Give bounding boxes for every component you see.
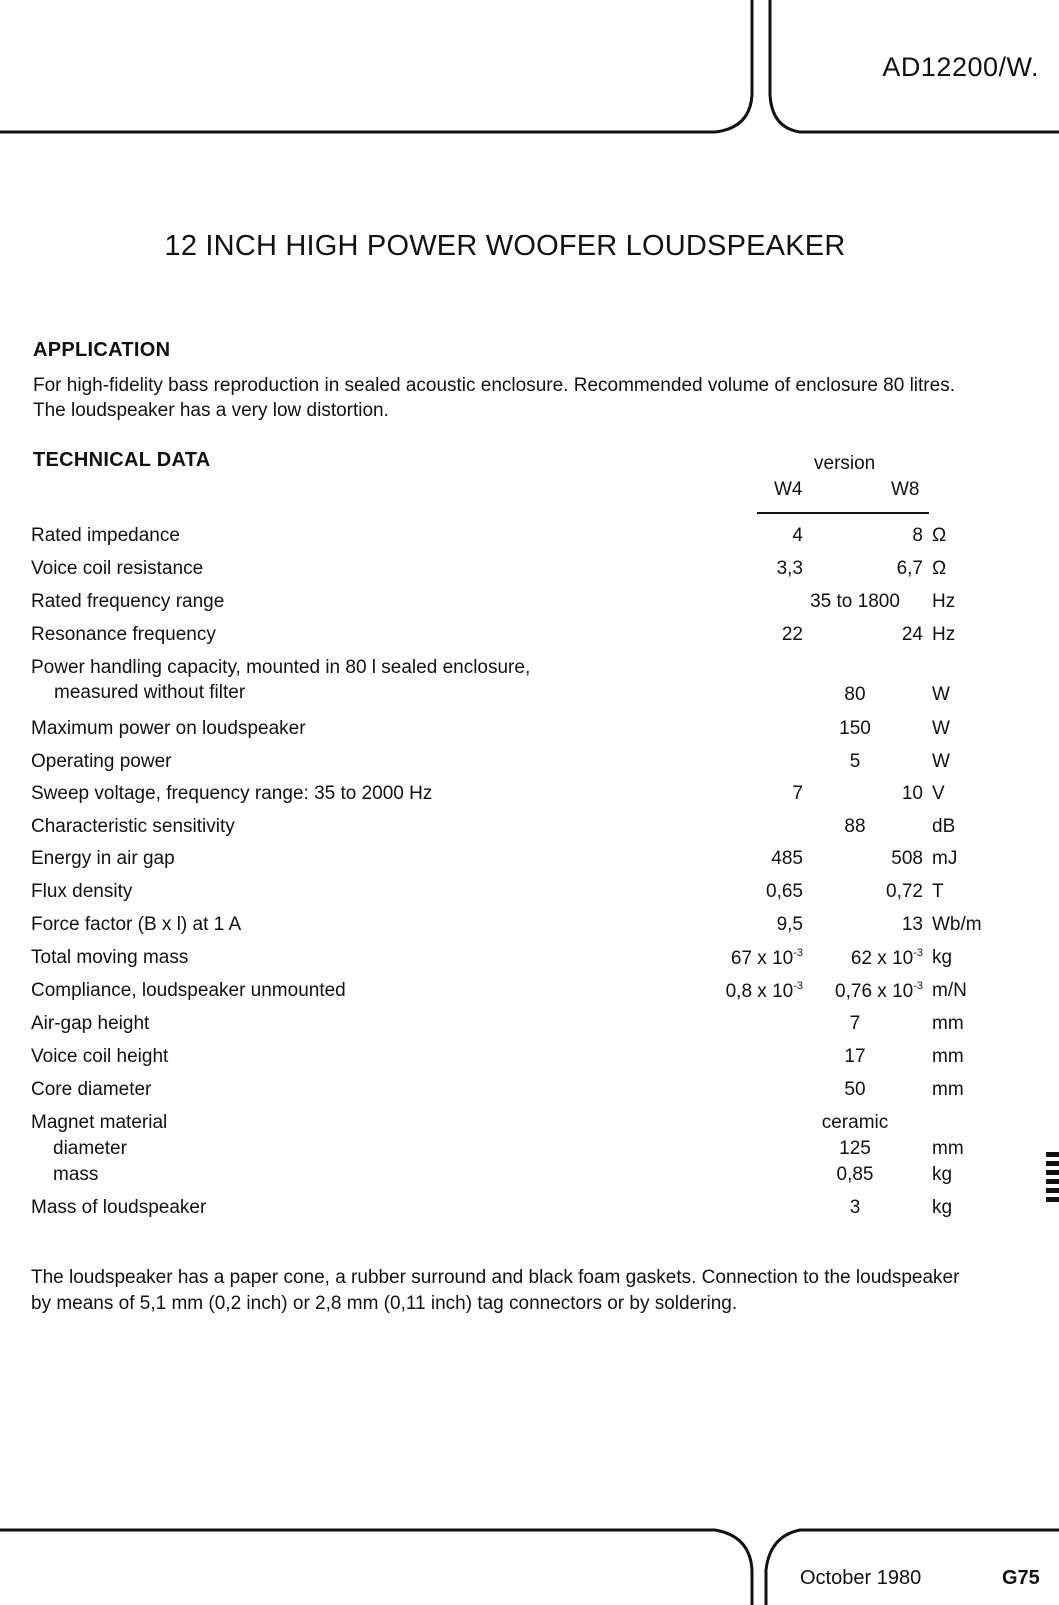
spec-label: Flux density — [31, 881, 133, 902]
spec-row — [0, 816, 1059, 842]
spec-value-w4: 22 — [781, 624, 803, 645]
spec-row — [0, 657, 1059, 705]
spec-value-common: 7 — [849, 1013, 861, 1034]
spec-value-common: 150 — [839, 718, 871, 739]
spec-label: Energy in air gap — [31, 848, 175, 869]
spec-unit: Ω — [932, 558, 947, 579]
spec-unit: W — [932, 718, 950, 739]
spec-value-w4-exponent: -3 — [793, 947, 803, 959]
spec-value-w4: 3,3 — [776, 558, 803, 579]
spec-row — [0, 1079, 1059, 1105]
spec-unit: kg — [932, 1197, 953, 1218]
spec-row — [0, 525, 1059, 551]
spec-value-w4 — [726, 980, 803, 1003]
spec-label: Characteristic sensitivity — [31, 816, 235, 837]
document-code: AD12200/W. — [882, 52, 1039, 82]
spec-row — [0, 1138, 1059, 1164]
spec-label: Maximum power on loudspeaker — [31, 718, 306, 739]
spec-label: Voice coil resistance — [31, 558, 204, 579]
spec-label: Core diameter — [31, 1079, 152, 1100]
spec-value-common: ceramic — [821, 1112, 889, 1133]
spec-value-common: 35 to 1800 — [810, 591, 900, 612]
spec-unit: Hz — [932, 591, 956, 612]
spec-unit: m/N — [932, 980, 967, 1001]
spec-value-w8: 13 — [901, 914, 923, 935]
spec-value-common: 50 — [844, 1079, 866, 1100]
spec-unit: mm — [932, 1079, 964, 1100]
spec-unit: Hz — [932, 624, 956, 645]
spec-label-continuation: measured without filter — [54, 682, 246, 703]
spec-value-w4: 4 — [792, 525, 803, 546]
document-title: 12 INCH HIGH POWER WOOFER LOUDSPEAKER — [164, 230, 846, 262]
spec-unit: W — [932, 751, 950, 772]
application-heading: APPLICATION — [33, 339, 171, 361]
spec-unit: T — [932, 881, 944, 902]
spec-row — [0, 914, 1059, 940]
spec-row — [0, 1197, 1059, 1223]
spec-value-w8 — [851, 947, 923, 970]
spec-row — [0, 1164, 1059, 1190]
spec-row — [0, 1013, 1059, 1039]
footer-date: October 1980 — [800, 1567, 922, 1589]
spec-unit: dB — [932, 816, 956, 837]
spec-row — [0, 1046, 1059, 1072]
spec-value-w4: 7 — [792, 783, 803, 804]
spec-label: Rated frequency range — [31, 591, 225, 612]
application-text: For high-fidelity bass reproduction in sealed acoustic enclosure. Recommended volume of enclosure 80 litres. The loudspeaker has a very low distortion. — [33, 375, 955, 421]
spec-value-w4-base: 67 x 10 — [730, 948, 794, 969]
spec-row — [0, 1112, 1059, 1138]
spec-row — [0, 980, 1059, 1006]
spec-unit: V — [932, 783, 945, 804]
spec-label: Voice coil height — [31, 1046, 169, 1067]
spec-unit: W — [932, 684, 950, 705]
spec-row — [0, 947, 1059, 973]
column-header-w8: W8 — [891, 479, 920, 500]
spec-value-w8 — [835, 980, 923, 1003]
spec-row — [0, 591, 1059, 617]
spec-label: Operating power — [31, 751, 172, 772]
spec-value-common: 5 — [849, 751, 861, 772]
spec-value-w4: 0,65 — [766, 881, 803, 902]
spec-value-common: 0,85 — [836, 1164, 874, 1185]
spec-label: Rated impedance — [31, 525, 180, 546]
edge-marks — [1046, 1152, 1059, 1206]
spec-row — [0, 848, 1059, 874]
spec-value-common: 88 — [844, 816, 866, 837]
spec-value-w8: 24 — [901, 624, 923, 645]
spec-value-common: 80 — [844, 684, 866, 705]
spec-row — [0, 624, 1059, 650]
spec-row — [0, 751, 1059, 777]
spec-value-w8-base: 0,76 x 10 — [835, 981, 914, 1002]
spec-label: mass — [53, 1164, 99, 1185]
version-label: version — [814, 453, 876, 474]
spec-value-w4: 485 — [771, 848, 803, 869]
spec-value-w8: 508 — [891, 848, 923, 869]
spec-value-common: 3 — [849, 1197, 861, 1218]
construction-note: The loudspeaker has a paper cone, a rubber surround and black foam gaskets. Connection to the loudspeaker by means of 5,1 mm (0,2 inch) or 2,8 mm (0,11 inch) tag connectors or by soldering. — [31, 1267, 960, 1314]
spec-label: Force factor (B x l) at 1 A — [31, 914, 242, 935]
column-header-w4: W4 — [774, 479, 803, 500]
spec-unit: mJ — [932, 848, 958, 869]
spec-unit: Wb/m — [932, 914, 982, 935]
spec-label: diameter — [53, 1138, 127, 1159]
spec-unit: mm — [932, 1046, 964, 1067]
spec-value-w4-base: 0,8 x 10 — [725, 981, 794, 1002]
spec-value-w8-base: 62 x 10 — [850, 948, 914, 969]
spec-value-w4-exponent: -3 — [793, 980, 803, 992]
spec-row — [0, 881, 1059, 907]
spec-value-common: 125 — [839, 1138, 871, 1159]
spec-label: Mass of loudspeaker — [31, 1197, 207, 1218]
spec-value-w8: 0,72 — [886, 881, 923, 902]
spec-label: Total moving mass — [31, 947, 189, 968]
spec-label: Power handling capacity, mounted in 80 l sealed enclosure, — [31, 657, 531, 678]
technical-data-heading: TECHNICAL DATA — [33, 449, 211, 471]
spec-value-w8: 6,7 — [896, 558, 923, 579]
spec-unit: Ω — [932, 525, 947, 546]
spec-value-w4: 9,5 — [776, 914, 803, 935]
spec-row — [0, 783, 1059, 809]
spec-value-w4 — [731, 947, 803, 970]
spec-row — [0, 718, 1059, 744]
spec-row — [0, 558, 1059, 584]
spec-unit: mm — [932, 1013, 964, 1034]
spec-label: Sweep voltage, frequency range: 35 to 2000 Hz — [31, 783, 433, 804]
spec-value-common: 17 — [844, 1046, 866, 1067]
spec-value-w8-exponent: -3 — [913, 947, 923, 959]
spec-value-w8: 10 — [901, 783, 923, 804]
spec-unit: kg — [932, 1164, 953, 1185]
spec-label: Resonance frequency — [31, 624, 216, 645]
page-number: G75 — [1002, 1567, 1040, 1589]
spec-label: Compliance, loudspeaker unmounted — [31, 980, 346, 1001]
spec-value-w8-exponent: -3 — [913, 980, 923, 992]
spec-label: Magnet material — [31, 1112, 168, 1133]
spec-unit: kg — [932, 947, 953, 968]
spec-unit: mm — [932, 1138, 964, 1159]
spec-value-w8: 8 — [912, 525, 923, 546]
version-divider — [757, 512, 929, 514]
spec-label: Air-gap height — [31, 1013, 150, 1034]
